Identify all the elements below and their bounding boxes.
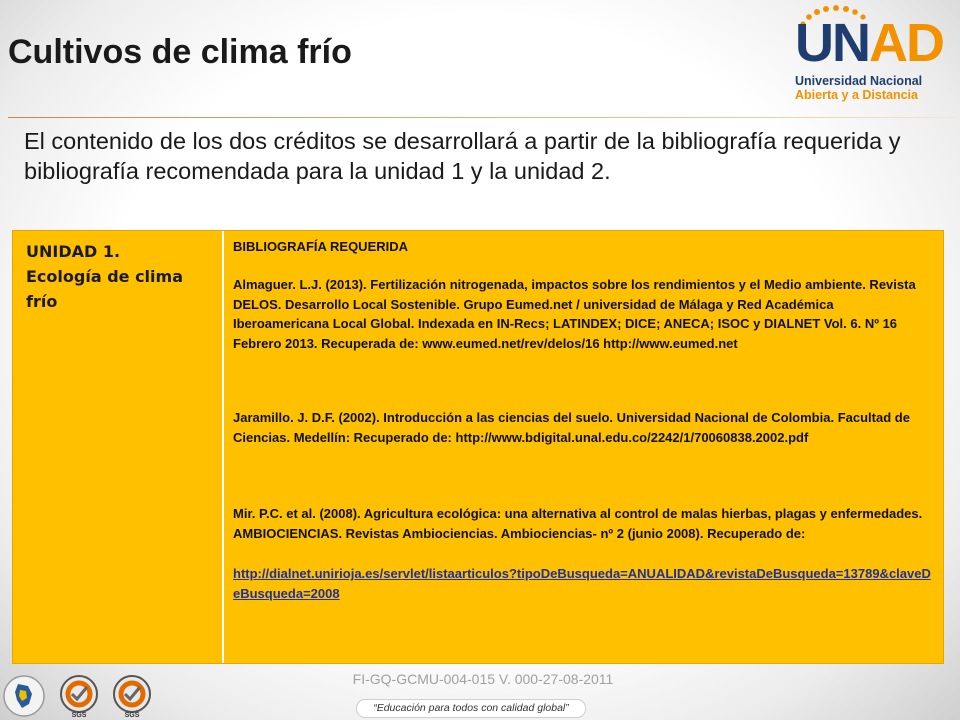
unit-cell	[13, 231, 224, 663]
title-divider	[8, 117, 956, 118]
reference-mir: Mir. P.C. et al. (2008). Agricultura ecológica: una alternativa al control de malas hierbas, plagas y enfermedades. AMBIOCIENCIAS. Revistas Ambiociencias. Ambiociencias- nº 2 (junio 2008). Recuperado de:	[233, 506, 923, 541]
bibliography-cell	[233, 231, 933, 663]
logo-university-line1: Universidad Nacional	[795, 74, 923, 88]
logo-brand-ad: AD	[869, 13, 943, 73]
reference-mir-link[interactable]: http://dialnet.unirioja.es/servlet/listaarticulos?tipoDeBusqueda=ANUALIDAD&revistaDeBusqueda=13789&claveDeBusqueda=2008	[233, 566, 931, 601]
sgs-seal-icon-2	[110, 674, 154, 718]
sgs-label-2: SGS	[124, 712, 140, 718]
unad-logo	[785, 2, 945, 102]
reference-almaguer: Almaguer. L.J. (2013). Fertilización nitrogenada, impactos sobre los rendimientos y el Medio ambiente. Revista DELOS. Desarrollo Local Sostenible. Grupo Eumed.net / universidad de Málaga y Red Académica Iberoamericana Local Global. Indexada en IN-Recs; LATINDEX; DICE; ANECA; ISOC y DIALNET Vol. 6. Nº 16 Febrero 2013. Recuperada de: www.eumed.net/rev/delos/16 http://www.eumed.net	[233, 277, 916, 351]
sgs-label-1: SGS	[71, 712, 87, 718]
reference-jaramillo: Jaramillo. J. D.F. (2002). Introducción a las ciencias del suelo. Universidad Nacional de Colombia. Facultad de Ciencias. Medellín: Recuperado de: http://www.bdigital.unal.edu.co/2242/1/70060838.2002.pdf	[233, 410, 910, 445]
document-code: FI-GQ-GCMU-004-015 V. 000-27-08-2011	[352, 671, 614, 687]
bibliography-table	[12, 230, 944, 664]
bibliography-heading: BIBLIOGRAFÍA REQUERIDA	[233, 239, 409, 254]
logo-university-line2: Abierta y a Distancia	[795, 88, 918, 102]
unit-subtitle: Ecología de clima frío	[26, 267, 183, 311]
intro-paragraph: El contenido de los dos créditos se desarrollará a partir de la bibliografía requerida y bibliografía recomendada para la unidad 1 y la unidad 2.	[24, 128, 901, 184]
reference-mir-link-wrapper	[233, 564, 933, 603]
unit-title: UNIDAD 1.	[26, 242, 121, 261]
slogan-badge: “Educación para todos con calidad global”	[356, 699, 586, 718]
logo-brand-un: UN	[795, 13, 869, 73]
colombia-map-seal-icon	[2, 674, 46, 718]
sgs-seal-icon-1	[57, 674, 101, 718]
slide-title: Cultivos de clima frío	[8, 33, 352, 71]
